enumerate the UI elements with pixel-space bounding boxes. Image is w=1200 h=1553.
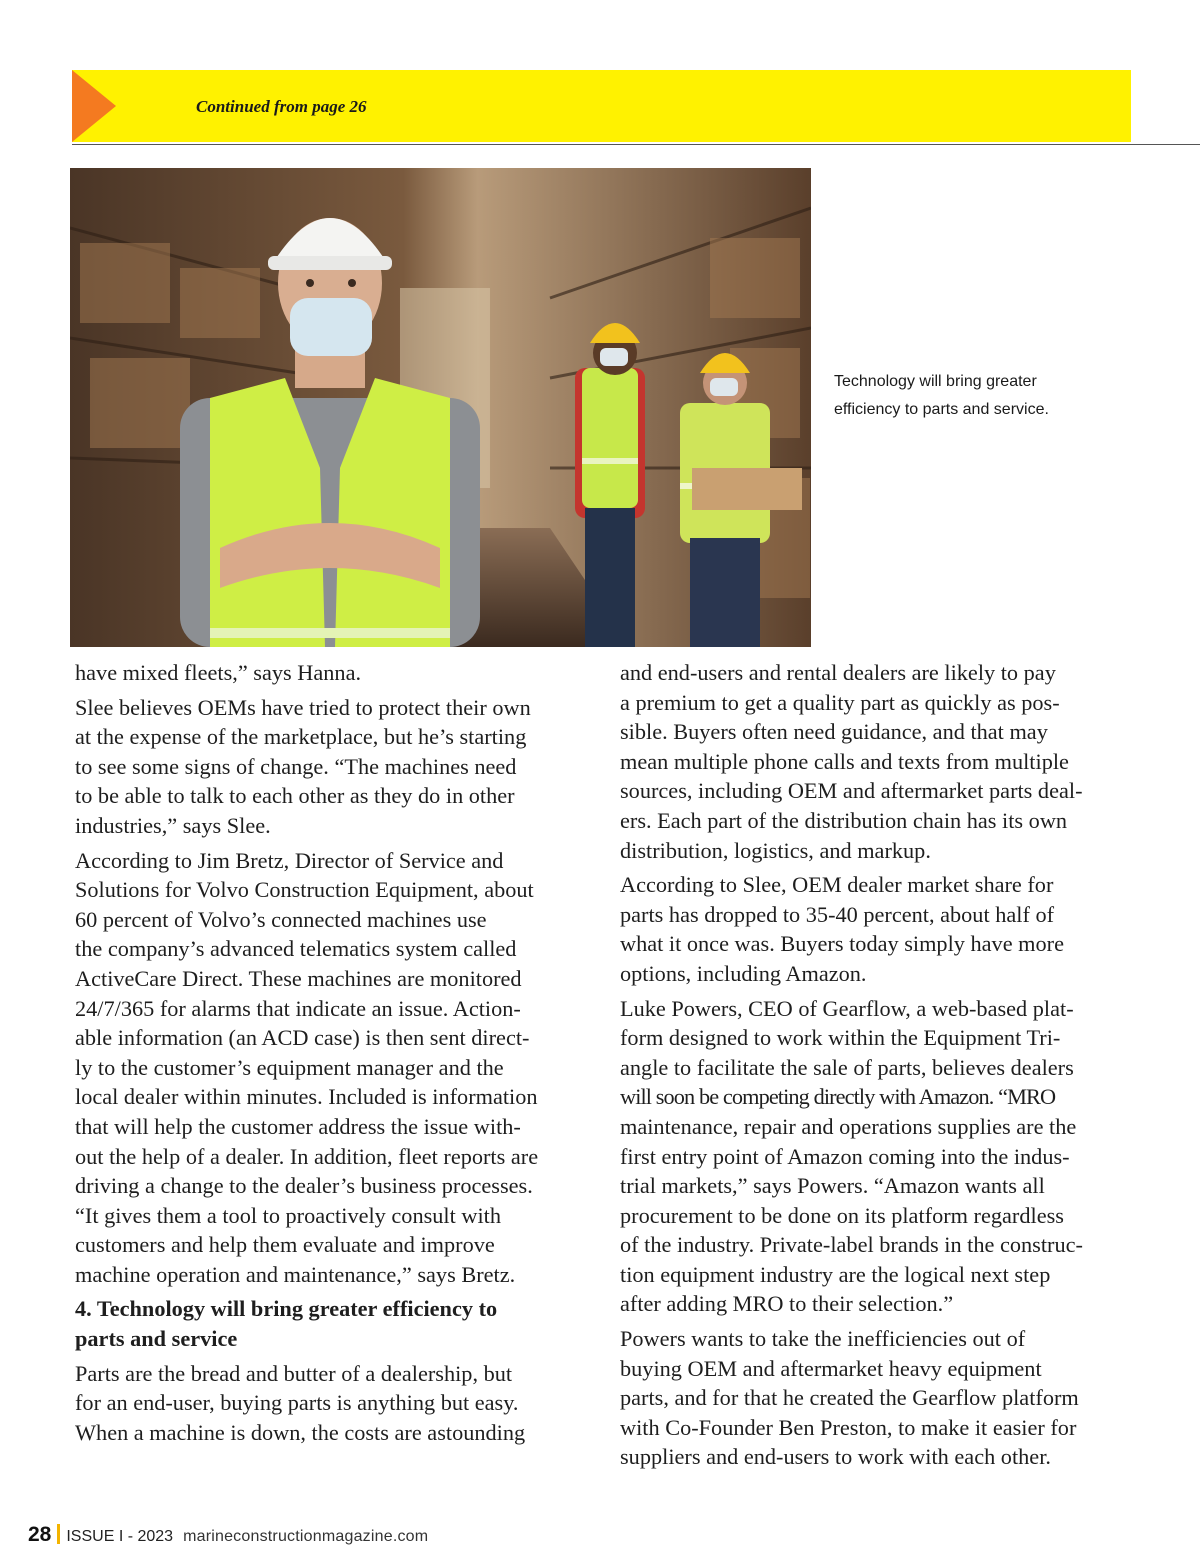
text-line: industries,” says Slee. xyxy=(75,812,271,838)
paragraph xyxy=(620,870,1140,988)
paragraph xyxy=(620,994,1140,1320)
text-line: to be able to talk to each other as they do in other xyxy=(75,783,515,809)
text-line: Parts are the bread and butter of a dealership, but xyxy=(75,1360,513,1386)
text-line: “It gives them a tool to proactively consult with xyxy=(75,1202,502,1228)
text-line: to see some signs of change. “The machines need xyxy=(75,753,517,779)
right-column xyxy=(620,658,1140,1477)
text-line: maintenance, repair and operations supplies are the xyxy=(620,1113,1077,1139)
paragraph xyxy=(75,846,595,1290)
text-line: a premium to get a quality part as quickly as pos- xyxy=(620,689,1060,715)
text-line: buying OEM and aftermarket heavy equipment xyxy=(620,1355,1042,1381)
text-line: 60 percent of Volvo’s connected machines use xyxy=(75,906,487,932)
footer-divider xyxy=(57,1524,60,1544)
text-line: will soon be competing directly with Amazon. “MRO xyxy=(620,1084,1056,1110)
page-number: 28 xyxy=(28,1523,52,1546)
text-line: and end-users and rental dealers are likely to pay xyxy=(620,660,1056,685)
photo-caption xyxy=(834,368,1094,424)
paragraph xyxy=(75,658,595,688)
text-line: at the expense of the marketplace, but he’s starting xyxy=(75,724,527,750)
page-footer xyxy=(28,1523,428,1547)
continued-from-label: Continued from page 26 xyxy=(196,97,367,116)
text-line: sources, including OEM and aftermarket parts deal- xyxy=(620,778,1083,804)
text-line: According to Slee, OEM dealer market share for xyxy=(620,872,1054,898)
paragraph xyxy=(75,1359,595,1448)
text-line: sible. Buyers often need guidance, and that may xyxy=(620,719,1048,745)
text-line: trial markets,” says Powers. “Amazon wants all xyxy=(620,1173,1045,1199)
text-line: According to Jim Bretz, Director of Service and xyxy=(75,847,504,873)
text-line: 24/7/365 for alarms that indicate an issue. Action- xyxy=(75,995,521,1021)
text-line: for an end-user, buying parts is anything but easy. xyxy=(75,1390,519,1416)
text-line: have mixed fleets,” says Hanna. xyxy=(75,660,362,685)
caption-line: efficiency to parts and service. xyxy=(834,401,1049,418)
text-line: parts, and for that he created the Gearflow platform xyxy=(620,1385,1079,1411)
text-line: of the industry. Private-label brands in the construc- xyxy=(620,1232,1083,1258)
text-line: distribution, logistics, and markup. xyxy=(620,837,931,863)
text-line: machine operation and maintenance,” says Bretz. xyxy=(75,1261,516,1287)
text-line: the company’s advanced telematics system called xyxy=(75,936,517,962)
issue-label: ISSUE I - 2023 xyxy=(66,1528,174,1545)
warehouse-photo-illustration xyxy=(70,168,811,647)
banner-arrow-icon xyxy=(72,70,116,142)
text-line: form designed to work within the Equipment Tri- xyxy=(620,1025,1061,1051)
text-line: ly to the customer’s equipment manager and the xyxy=(75,1054,504,1080)
text-line: When a machine is down, the costs are astounding xyxy=(75,1419,526,1445)
text-line: ActiveCare Direct. These machines are monitored xyxy=(75,965,522,991)
text-line: Slee believes OEMs have tried to protect their own xyxy=(75,694,531,720)
text-line: procurement to be done on its platform regardless xyxy=(620,1202,1064,1228)
text-line: able information (an ACD case) is then sent direct- xyxy=(75,1025,530,1051)
text-line: local dealer within minutes. Included is information xyxy=(75,1084,538,1110)
text-line: parts has dropped to 35-40 percent, about half of xyxy=(620,901,1055,927)
text-line: first entry point of Amazon coming into the indus- xyxy=(620,1143,1070,1169)
site-url: marineconstructionmagazine.com xyxy=(183,1528,429,1545)
text-line: tion equipment industry are the logical next step xyxy=(620,1261,1051,1287)
text-line: what it once was. Buyers today simply have more xyxy=(620,931,1064,957)
text-line: ers. Each part of the distribution chain has its own xyxy=(620,807,1068,833)
text-line: Solutions for Volvo Construction Equipment, about xyxy=(75,877,534,903)
text-line: driving a change to the dealer’s business processes. xyxy=(75,1173,533,1199)
text-line: with Co-Founder Ben Preston, to make it easier for xyxy=(620,1414,1077,1440)
text-line: out the help of a dealer. In addition, fleet reports are xyxy=(75,1143,539,1169)
text-line: after adding MRO to their selection.” xyxy=(620,1291,954,1317)
text-line: Luke Powers, CEO of Gearflow, a web-based plat- xyxy=(620,995,1074,1021)
text-line: Powers wants to take the inefficiencies out of xyxy=(620,1326,1026,1352)
text-line: options, including Amazon. xyxy=(620,960,867,986)
warehouse-photo xyxy=(70,168,811,647)
text-line: that will help the customer address the issue with- xyxy=(75,1113,521,1139)
paragraph xyxy=(75,693,595,841)
banner-rule xyxy=(72,144,1200,145)
text-line: customers and help them evaluate and improve xyxy=(75,1232,495,1258)
left-column xyxy=(75,658,595,1452)
heading-line: parts and service xyxy=(75,1326,238,1352)
text-line: suppliers and end-users to work with each other. xyxy=(620,1444,1051,1470)
section-heading xyxy=(75,1294,595,1353)
caption-line: Technology will bring greater xyxy=(834,373,1037,390)
text-line: mean multiple phone calls and texts from multiple xyxy=(620,748,1069,774)
paragraph xyxy=(620,1324,1140,1472)
text-line: angle to facilitate the sale of parts, believes dealers xyxy=(620,1054,1074,1080)
paragraph xyxy=(620,658,1140,865)
heading-line: 4. Technology will bring greater efficiency to xyxy=(75,1296,498,1322)
